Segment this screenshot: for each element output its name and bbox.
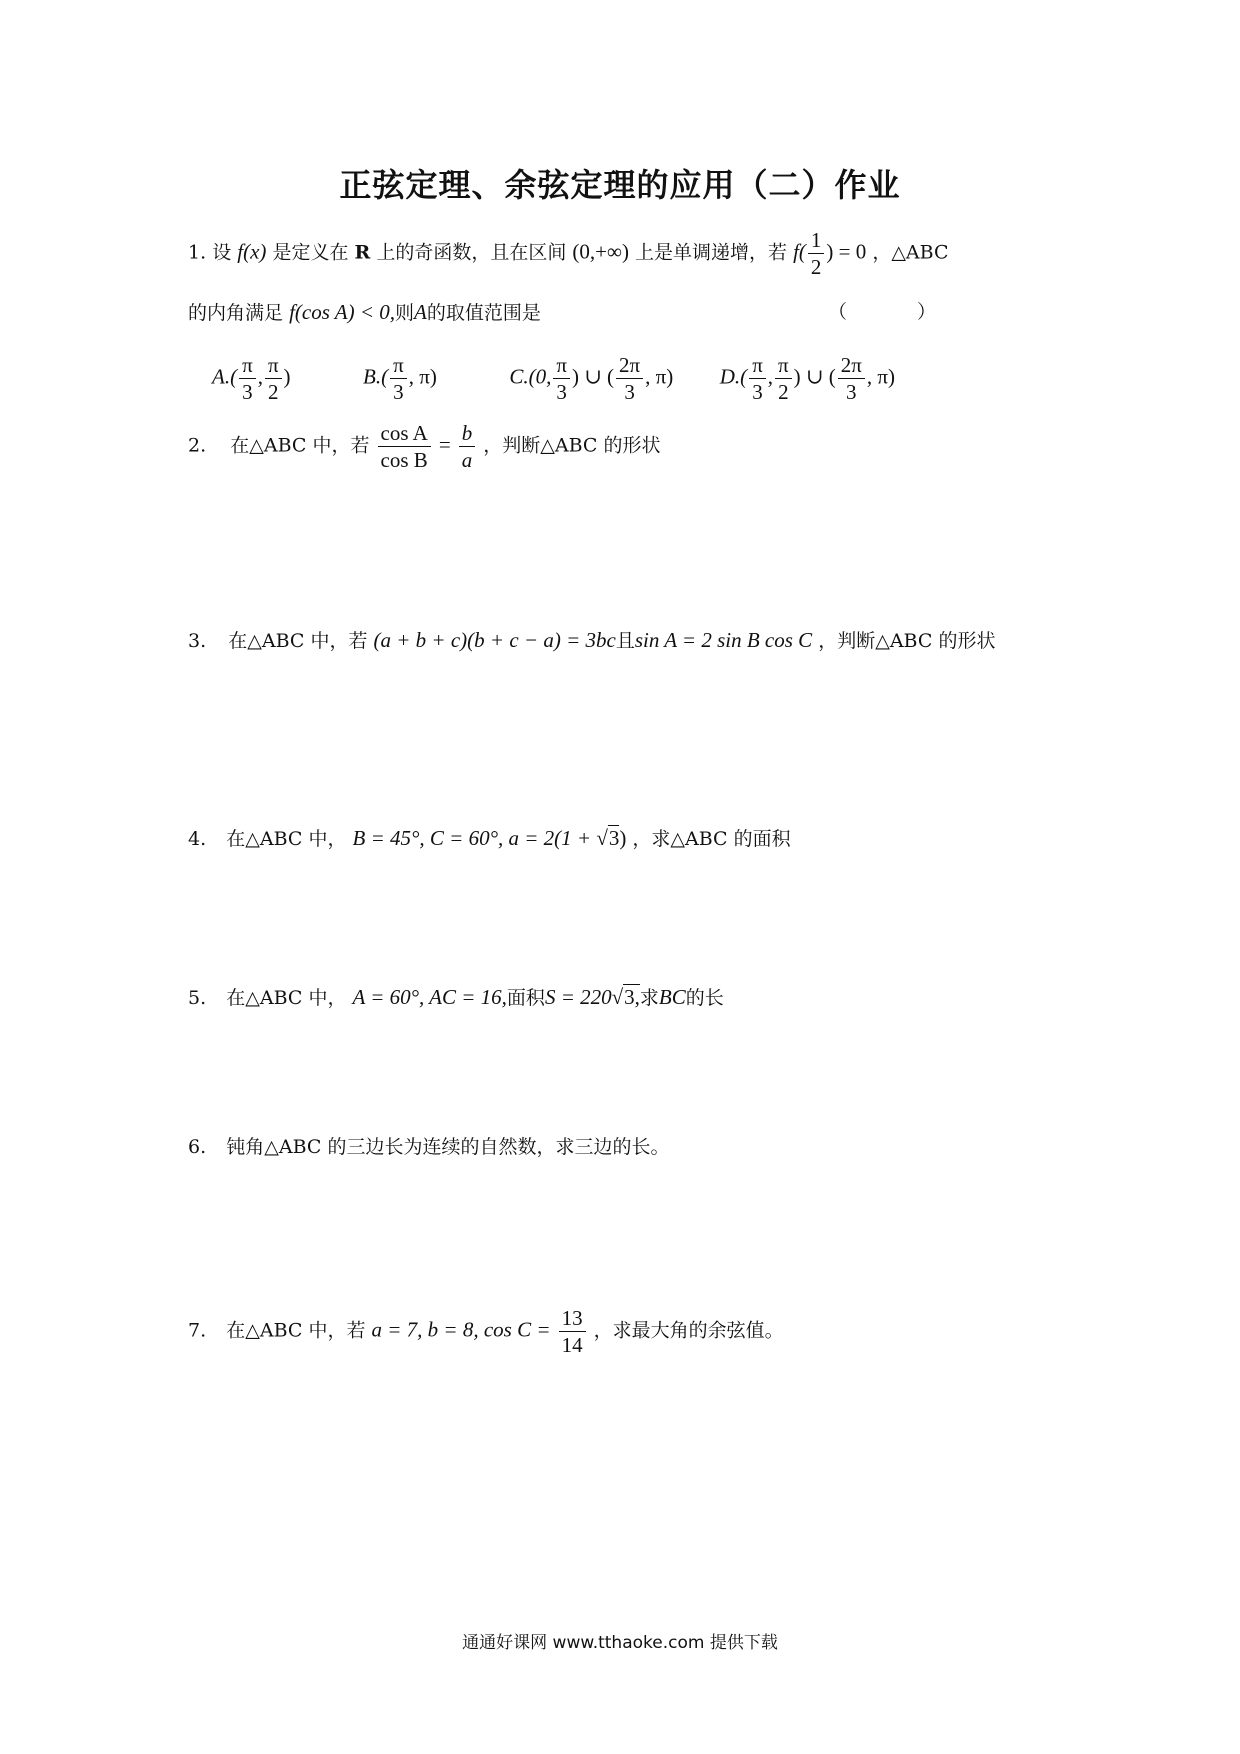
option-d[interactable]: D.( $\frac{\pi}{3}$ , $\frac{\pi}{2}$ ) ∪ ( $\frac{2\pi}{3}$ , π) (719, 353, 895, 404)
question-7: 7. 在△ABC 中，若 a = 7, b = 8, cos C = $\frac{13}{14}$ ，求最大角的余弦值。 (188, 1306, 784, 1357)
question-1-line-2: 的内角满足 f(cos A) < 0,则A的取值范围是 (188, 300, 541, 324)
question-number: 4. (188, 828, 207, 850)
question-1-line-1: 1. 设 f(x) 是定义在 R 上的奇函数，且在区间 (0,+∞) 上是单调递增，若 f( $\frac{1}{2}$ ) = 0 ，△ABC (188, 228, 949, 279)
question-number: 5. (188, 987, 207, 1009)
question-number: 1. (188, 241, 207, 264)
question-number: 6. (188, 1136, 207, 1158)
fraction: $\frac{1}{2}$ (808, 227, 825, 280)
question-number: 2. (188, 434, 207, 457)
answer-parentheses: （ ） (828, 301, 937, 323)
footer-credit: 通通好课网 www.tthaoke.com 提供下载 (462, 1633, 778, 1653)
question-number: 7. (188, 1319, 207, 1342)
question-2: 2. 在△ABC 中，若 $\frac{\text{cos A}}{\text{cos B}}$ = $\frac{b}{a}$ ，判断△ABC 的形状 (188, 421, 661, 472)
question-5: 5. 在△ABC 中， A = 60°, AC = 16,面积S = 220√3,求BC的长 (188, 985, 724, 1009)
question-4: 4. 在△ABC 中， B = 45°, C = 60°, a = 2(1 + √3) ，求△ABC 的面积 (188, 826, 791, 850)
question-3: 3. 在△ABC 中，若 (a + b + c)(b + c − a) = 3bc且sin A = 2 sin B cos C ，判断△ABC 的形状 (188, 628, 996, 652)
question-1-options (212, 352, 895, 405)
page-title: 正弦定理、余弦定理的应用（二）作业 (339, 166, 901, 204)
option-a[interactable]: A.( $\frac{\pi}{3}$ , $\frac{\pi}{2}$ ) (212, 353, 291, 404)
question-6: 6. 钝角△ABC 的三边长为连续的自然数，求三边的长。 (188, 1136, 670, 1158)
option-b[interactable]: B.( $\frac{\pi}{3}$ , π) (363, 353, 437, 404)
question-number: 3. (188, 630, 207, 652)
option-c[interactable]: C.(0, $\frac{\pi}{3}$ ) ∪ ( $\frac{2\pi}{3}$ , π) (509, 353, 674, 404)
